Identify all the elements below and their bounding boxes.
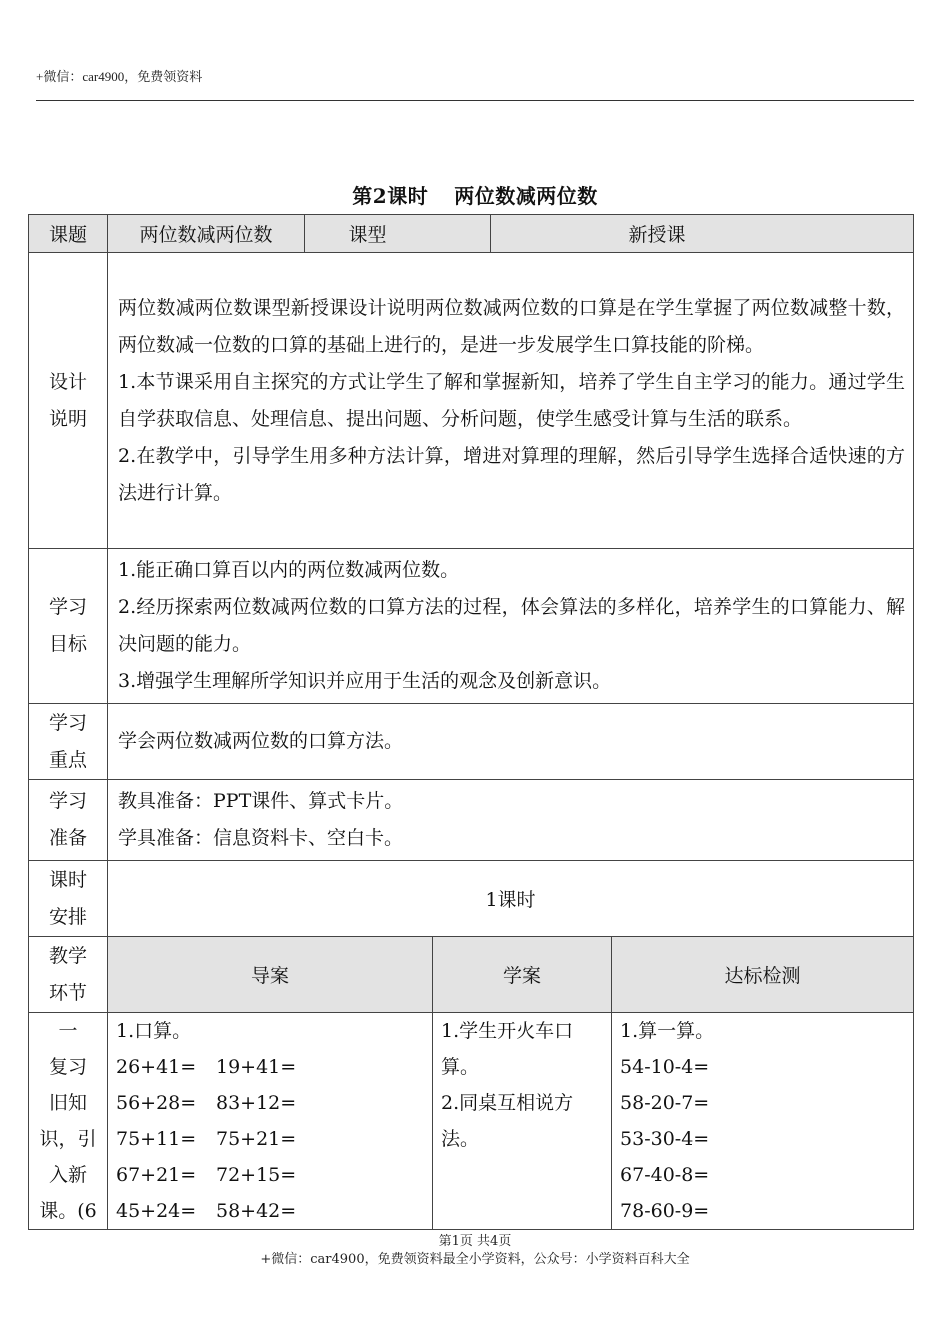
schedule-row [29,861,914,937]
check-header: 达标检测 [612,937,914,1013]
goal-item: 1.能正确口算百以内的两位数减两位数。 [118,559,460,581]
focus-label: 学习 重点 [29,704,108,780]
stage-1-row [29,1013,914,1230]
course-type-value: 新授课 [491,215,914,253]
goals-content [108,549,914,704]
goals-label: 学习 目标 [29,549,108,704]
stage-1-check [612,1013,914,1230]
course-type-label: 课型 [305,215,491,253]
focus-content: 学会两位数减两位数的口算方法。 [108,704,914,780]
design-paragraph: 两位数减两位数课型新授课设计说明两位数减两位数的口算是在学生掌握了两位数减整十数，两位数减一位数的口算的基础上进行的，是进一步发展学生口算技能的阶梯。 [118,296,906,356]
header-divider [36,100,914,101]
teacher-prep: 教具准备：PPT课件、算式卡片。 [118,790,404,812]
guide-pair: 67+21= 72+15= [116,1164,297,1186]
guide-title: 1.口算。 [116,1020,192,1042]
stage-header-row [29,937,914,1013]
schedule-content: 1课时 [108,861,914,937]
design-paragraph: 2.在教学中，引导学生用多种方法计算，增进对算理的理解，然后引导学生选择合适快速的方法进行计算。 [118,444,906,504]
goals-row [29,549,914,704]
prep-label: 学习 准备 [29,780,108,861]
topic-row [29,215,914,253]
footer-watermark-note: +微信：car4900，免费领资料最全小学资料，公众号：小学资料百科大全 [260,1252,690,1267]
guide-pair: 56+28= 83+12= [116,1092,297,1114]
prep-row [29,780,914,861]
student-prep: 学具准备：信息资料卡、空白卡。 [118,827,404,849]
lesson-number: 第2课时 [352,184,429,208]
design-content [108,253,914,549]
lesson-plan-table [28,214,914,1230]
stage-1-study [433,1013,612,1230]
goal-item: 3.增强学生理解所学知识并应用于生活的观念及创新意识。 [118,670,612,692]
check-title: 1.算一算。 [620,1020,715,1042]
check-item: 78-60-9= [620,1200,710,1222]
document-title [0,180,950,209]
guide-pair: 75+11= 75+21= [116,1128,297,1150]
study-item: 2.同桌互相说方法。 [441,1092,574,1150]
topic-label: 课题 [29,215,108,253]
stage-header-label: 教学 环节 [29,937,108,1013]
design-paragraph: 1.本节课采用自主探究的方式让学生了解和掌握新知，培养了学生自主学习的能力。通过学生自学获取信息、处理信息、提出问题、分析问题，使学生感受计算与生活的联系。 [118,370,906,430]
guide-pair: 26+41= 19+41= [116,1056,297,1078]
guide-pair: 45+24= 58+42= [116,1200,297,1222]
stage-1-guide [108,1013,433,1230]
prep-content [108,780,914,861]
schedule-label: 课时 安排 [29,861,108,937]
stage-1-label: 一 复习 旧知 识，引 入新 课。(6 [29,1013,108,1230]
check-item: 58-20-7= [620,1092,710,1114]
lesson-topic: 两位数减两位数 [454,184,598,208]
topic-value: 两位数减两位数 [108,215,305,253]
guide-header: 导案 [108,937,433,1013]
focus-row [29,704,914,780]
check-item: 54-10-4= [620,1056,710,1078]
check-item: 67-40-8= [620,1164,710,1186]
study-header: 学案 [433,937,612,1013]
design-row [29,253,914,549]
design-label: 设计 说明 [29,253,108,549]
header-watermark-note: +微信：car4900，免费领资料 [36,69,203,84]
check-item: 53-30-4= [620,1128,710,1150]
goal-item: 2.经历探索两位数减两位数的口算方法的过程，体会算法的多样化，培养学生的口算能力、解决问题的能力。 [118,596,906,655]
study-item: 1.学生开火车口算。 [441,1020,574,1078]
page-number: 第1页 共4页 [438,1234,512,1249]
